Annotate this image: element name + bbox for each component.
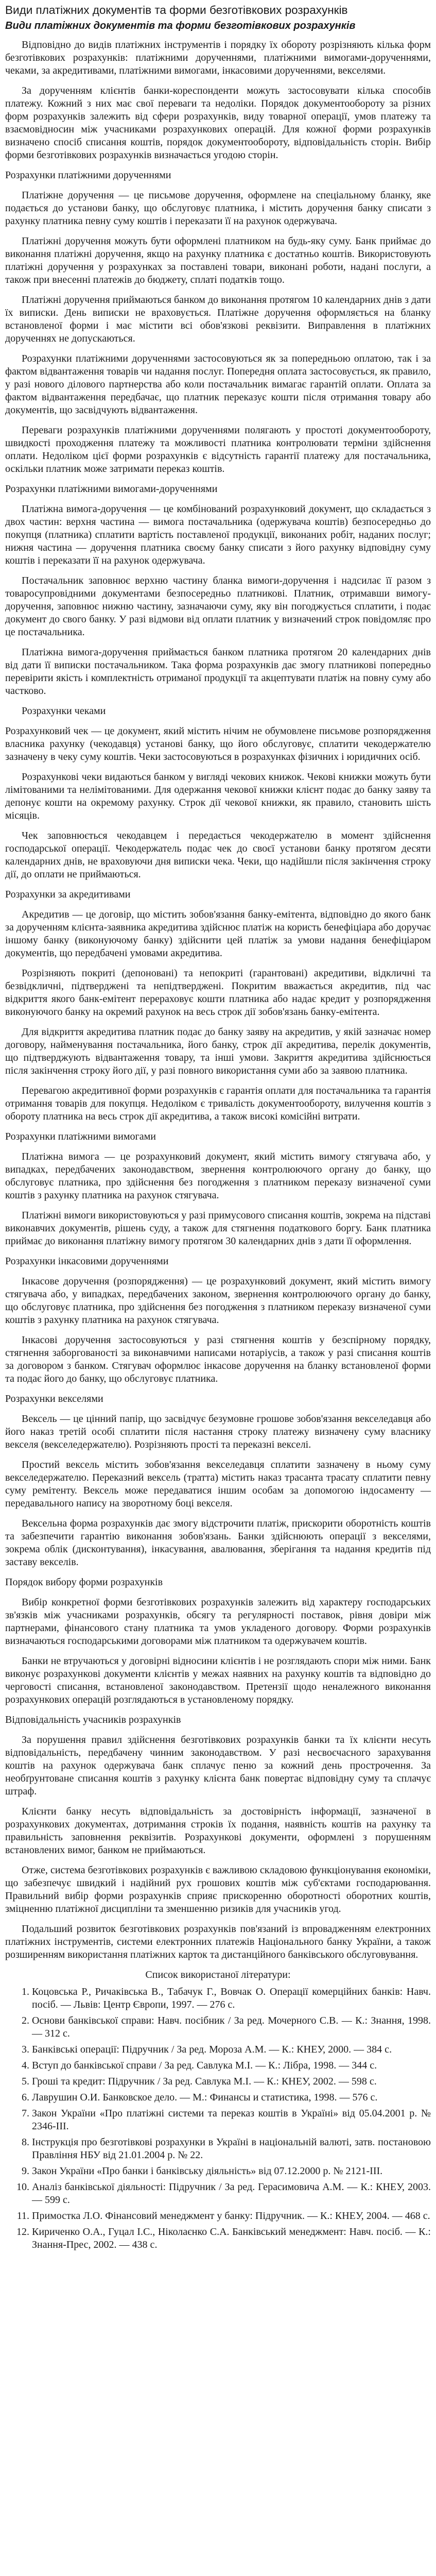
- paragraph: Клієнти банку несуть відповідальність за достовірність інформації, зазначеної в розрахункових документах, дотримання строків їх подання, наявність коштів на рахунку та правильність заповнення реквізитів. Розрахункові документи, оформлені з порушенням встановлених вимог, банком не приймаються.: [5, 1806, 431, 1856]
- reference-item: 4. Вступ до банківської справи / За ред. Савлука М.І. — К.: Лібра, 1998. — 344 с.: [32, 2059, 431, 2072]
- paragraph: Платіжна вимога-доручення приймається банком платника протягом 20 календарних днів від дати її виписки постачальником. Така форма розрахунків дає змогу платникові попередньо перевірити якість і комплектність отриманої продукції та акцептувати платіж на повну суму або частково.: [5, 647, 431, 697]
- page-title: Види платіжних документів та форми безготівкових розрахунків: [5, 4, 348, 16]
- reference-item: 5. Гроші та кредит: Підручник / За ред. Савлука М.І. — К.: КНЕУ, 2002. — 598 с.: [32, 2075, 431, 2088]
- paragraph: За порушення правил здійснення безготівкових розрахунків банки та їх клієнти несуть відповідальність, передбачену чинним законодавством. У разі несвоєчасного зарахування коштів на рахунок одержувача банк сплачує пеню за кожний день прострочення. За необґрунтоване списання коштів з рахунку клієнта банк повертає відповідну суму та сплачує штраф.: [5, 1734, 431, 1797]
- reference-item: 2. Основи банківської справи: Навч. посібник / За ред. Мочерного С.В. — К.: Знання, 1998. — 312 с.: [32, 2014, 431, 2040]
- paragraph: Платіжна вимога-доручення — це комбінований розрахунковий документ, що складається з двох частин: верхня частина — вимога постачальника (одержувача коштів) безпосередньо до покупця (платника) сплатити вартість поставленої продукції, виконаних робіт, наданих послуг; нижня частина — доручення платника своєму банку списати з його рахунку відповідну суму коштів і переказати її на рахунок одержувача.: [5, 503, 431, 566]
- paragraph: Акредитив — це договір, що містить зобов'язання банку-емітента, відповідно до якого банк за дорученням клієнта-заявника акредитива здійснює платіж на користь бенефіціара або доручає іншому банку (виконуючому банку) здійснити цей платіж за умови надання бенефіціаром документів, що передбачені умовами акредитива.: [5, 909, 431, 959]
- paragraph: Вибір конкретної форми безготівкових розрахунків залежить від характеру господарських зв'язків між учасниками розрахунків, обсягу та регулярності поставок, рівня довіри між партнерами, фінансового стану платника та умов укладеного договору. Форми розрахунків визначаються господарськими договорами між платником та одержувачем коштів.: [5, 1597, 431, 1647]
- section-heading: Розрахунковий чек — це документ, який містить нічим не обумовлене письмове розпорядження власника рахунку (чекодавця) установі банку, що його обслуговує, сплатити чекодержателю зазначену в чеку суму коштів. Чеки застосовуються в розрахунках фізичних і юридичних осіб.: [5, 725, 431, 762]
- paragraph: Банки не втручаються у договірні відносини клієнтів і не розглядають спори між ними. Банк виконує розрахункові документи клієнтів у межах наявних на рахунку коштів та відповідно до черговості списання, встановленої законодавством. Претензії щодо неналежного виконання розрахункових операцій розглядаються в установленому порядку.: [5, 1655, 431, 1705]
- paragraph: Простий вексель містить зобов'язання векселедавця сплатити зазначену в ньому суму векселедержателю. Переказний вексель (тратта) містить наказ трасанта трасату сплатити певну суму ремітенту. Вексель може передаватися іншим особам за допомогою індосаменту — передавального напису на зворотному боці векселя.: [5, 1459, 431, 1509]
- paragraph: Переваги розрахунків платіжними дорученнями полягають у простоті документообороту, швидкості проходження платежу та можливості платника контролювати терміни здійснення оплати. Недоліком цієї форми розрахунків є відсутність гарантії платежу для постачальника, оскільки платник може затримати переказ коштів.: [5, 425, 431, 474]
- paragraph: Чек заповнюється чекодавцем і передається чекодержателю в момент здійснення господарської операції. Чекодержатель подає чек до своєї установи банку протягом десяти календарних днів, не враховуючи дня виписки чека. Чеки, що надійшли після закінчення строку дії, до оплати не приймаються.: [5, 830, 431, 880]
- paragraph: Отже, система безготівкових розрахунків є важливою складовою функціонування економіки, що забезпечує швидкий і надійний рух грошових коштів між суб'єктами господарювання. Правильний вибір форми розрахунків сприяє прискоренню оборотності оборотних коштів, зміцненню платіжної дисципліни та зменшенню ризиків для учасників угод.: [5, 1865, 431, 1914]
- paragraph: Розрахунки чеками: [22, 705, 106, 717]
- paragraph: Платіжні вимоги використовуються у разі примусового списання коштів, зокрема на підставі виконавчих документів, рішень суду, а також для стягнення податкового боргу. Банк платника приймає до виконання платіжну вимогу протягом 30 календарних днів з дати її оформлення.: [5, 1210, 431, 1247]
- section-heading: Розрахунки за акредитивами: [5, 889, 131, 900]
- paragraph: Постачальник заповнює верхню частину бланка вимоги-доручення і надсилає її разом з товаросупровідними документами безпосередньо платникові. Платник, отримавши вимогу-доручення, заповнює нижню частину, зазначаючи суму, яку він погоджується сплатити, і подає документ до свого банку. У разі відмови від оплати платник у визначений строк повідомляє про це постачальника.: [5, 575, 431, 638]
- reference-item: 8. Інструкція про безготівкові розрахунки в Україні в національній валюті, затв. постановою Правління НБУ від 21.01.2004 р. № 22.: [32, 2136, 431, 2162]
- section-heading: Розрахунки платіжними вимогами: [5, 1131, 156, 1142]
- section-heading: Розрахунки платіжними вимогами-дорученнями: [5, 483, 218, 495]
- paragraph: Платіжні доручення можуть бути оформлені платником на будь-яку суму. Банк приймає до виконання платіжні доручення, якщо на рахунку платника є достатньо коштів. Використовують платіжні доручення у розрахунках за поставлені товари, виконані роботи, надані послуги, а також при внесенні платежів до бюджету, сплаті податків тощо.: [5, 235, 431, 285]
- section-heading: Розрахунки інкасовими дорученнями: [5, 1256, 169, 1267]
- reference-item: 7. Закон України «Про платіжні системи та переказ коштів в Україні» від 05.04.2001 р. № 2346-III.: [32, 2107, 431, 2133]
- references-list: [5, 1986, 431, 2251]
- references-title: Список використаної літератури:: [145, 1969, 291, 1980]
- paragraph: Платіжне доручення — це письмове доручення, оформлене на спеціальному бланку, яке подається до установи банку, що обслуговує платника, і містить доручення банку списати з рахунку платника певну суму коштів і переказати її на рахунок одержувача.: [5, 190, 431, 227]
- section-heading: Розрахунки платіжними дорученнями: [5, 170, 171, 181]
- document-heading: Види платіжних документів та форми безготівкових розрахунків: [5, 20, 356, 31]
- paragraph: Розрахункові чеки видаються банком у вигляді чекових книжок. Чекові книжки можуть бути лімітованими та нелімітованими. Для одержання чекової книжки клієнт подає до банку заяву та депонує кошти на окремому рахунку. Строк дії чекової книжки, як правило, становить шість місяців.: [5, 771, 431, 821]
- paragraph: Відповідно до видів платіжних інструментів і порядку їх обороту розрізняють кілька форм безготівкових розрахунків: платіжними дорученнями, платіжними вимогами-дорученнями, чеками, за акредитивами, платіжними вимогами, інкасовими дорученнями, векселями.: [5, 39, 431, 76]
- reference-item: 6. Лаврушин О.И. Банковское дело. — М.: Финансы и статистика, 1998. — 576 с.: [32, 2091, 431, 2104]
- paragraph: Платіжні доручення приймаються банком до виконання протягом 10 календарних днів з дати їх виписки. День виписки не враховується. Платіжне доручення оформляється на бланку встановленої форми і має містити всі обов'язкові реквізити. Виправлення в платіжних дорученнях не допускаються.: [5, 294, 431, 344]
- paragraph: Вексель — це цінний папір, що засвідчує безумовне грошове зобов'язання векселедавця або його наказ третій особі сплатити після настання строку платежу визначену суму власнику векселя (векселедержателю). Розрізняють прості та переказні векселі.: [5, 1413, 431, 1450]
- reference-item: 11. Примостка Л.О. Фінансовий менеджмент у банку: Підручник. — К.: КНЕУ, 2004. — 468 с.: [32, 2210, 431, 2223]
- reference-item: 10. Аналіз банківської діяльності: Підручник / За ред. Герасимовича А.М. — К.: КНЕУ, 2003. — 599 с.: [32, 2181, 431, 2207]
- references-section: [5, 1969, 431, 2251]
- paragraph: Перевагою акредитивної форми розрахунків є гарантія оплати для постачальника та гарантія отримання товарів для покупця. Недоліком є тривалість документообороту, вилучення коштів з обороту платника на весь строк дії акредитива, а також високі комісійні витрати.: [5, 1085, 431, 1122]
- section-heading: Порядок вибору форми розрахунків: [5, 1577, 163, 1588]
- paragraph: Подальший розвиток безготівкових розрахунків пов'язаний із впровадженням електронних платіжних інструментів, системи електронних платежів Національного банку України, а також розширенням використання платіжних карток та дистанційного банківського обслуговування.: [5, 1923, 431, 1960]
- section-heading: Розрахунки векселями: [5, 1393, 103, 1404]
- paragraph: Для відкриття акредитива платник подає до банку заяву на акредитив, у якій зазначає номер договору, найменування постачальника, його банку, строк дії акредитива, перелік документів, що підтверджують відвантаження товару, та інші умови. Закриття акредитива здійснюється після закінчення строку його дії, у разі повного використання суми або за заявою платника.: [5, 1026, 431, 1076]
- reference-item: 9. Закон України «Про банки і банківську діяльність» від 07.12.2000 р. № 2121-III.: [32, 2165, 431, 2178]
- document-body: [5, 39, 431, 1961]
- paragraph: Платіжна вимога — це розрахунковий документ, який містить вимогу стягувача або, у випадках, передбачених законодавством, звернення контролюючого органу до банку, що обслуговує платника, про здійснення без погодження з платником переказу визначеної суми коштів з рахунку платника на рахунок стягувача.: [5, 1151, 431, 1201]
- reference-item: 1. Коцовська Р., Ричаківська В., Табачук Г., Вовчак О. Операції комерційних банків: Навч. посіб. — Львів: Центр Європи, 1997. — 276 с.: [32, 1986, 431, 2011]
- paragraph: Розрахунки платіжними дорученнями застосовуються як за попередньою оплатою, так і за фактом відвантаження товарів чи надання послуг. Попередня оплата застосовується, як правило, у разі нового ділового партнерства або коли постачальник вимагає гарантій оплати. Оплата за фактом відвантаження передбачає, що платник переказує кошти після отримання товару або документів, що засвідчують відвантаження.: [5, 353, 431, 416]
- reference-item: 3. Банківські операції: Підручник / За ред. Мороза А.М. — К.: КНЕУ, 2000. — 384 с.: [32, 2043, 431, 2056]
- reference-item: 12. Кириченко О.А., Гуцал І.С., Ніколаєнко С.А. Банківський менеджмент: Навч. посіб. — К.: Знання-Прес, 2002. — 438 с.: [32, 2226, 431, 2251]
- section-heading: Відповідальність учасників розрахунків: [5, 1714, 181, 1725]
- paragraph: Вексельна форма розрахунків дає змогу відстрочити платіж, прискорити оборотність коштів та забезпечити гарантію виконання зобов'язань. Банки здійснюють операції з векселями, зокрема облік (дисконтування), інкасування, авалювання, зберігання та надання кредитів під заставу векселів.: [5, 1518, 431, 1568]
- paragraph: Інкасові доручення застосовуються у разі стягнення коштів у безспірному порядку, стягнення заборгованості за виконавчими написами нотаріусів, а також у разі списання коштів за договором з банком. Стягувач оформлює інкасове доручення на бланку встановленої форми та подає його до банку, що обслуговує платника.: [5, 1334, 431, 1384]
- paragraph: Інкасове доручення (розпорядження) — це розрахунковий документ, який містить вимогу стягувача або, у випадках, передбачених законом, звернення контролюючого органу до банку, що обслуговує платника, про здійснення без погодження з платником переказу визначеної суми коштів з рахунку платника на рахунок стягувача.: [5, 1276, 431, 1326]
- paragraph: Розрізняють покриті (депоновані) та непокриті (гарантовані) акредитиви, відкличні та безвідкличні, підтверджені та непідтверджені. Покритим вважається акредитив, під час відкриття якого банк-емітент перераховує кошти платника або надає кредит у розпорядження виконуючого банку на окремий рахунок на весь строк дії зобов'язань банку-емітента.: [5, 968, 431, 1018]
- paragraph: За дорученням клієнтів банки-кореспонденти можуть застосовувати кілька способів платежу. Кожний з них має свої переваги та недоліки. Порядок документообороту за різних форм розрахунків залежить від сфери розрахунків, виду товарної операції, умов платежу та взаємовідносин між учасниками розрахункових операцій. Для кожної форми розрахунків визначено спосіб списання коштів, порядок документообороту, відповідальність сторін. Вибір форми безготівкових розрахунків визначається угодою сторін.: [5, 85, 431, 161]
